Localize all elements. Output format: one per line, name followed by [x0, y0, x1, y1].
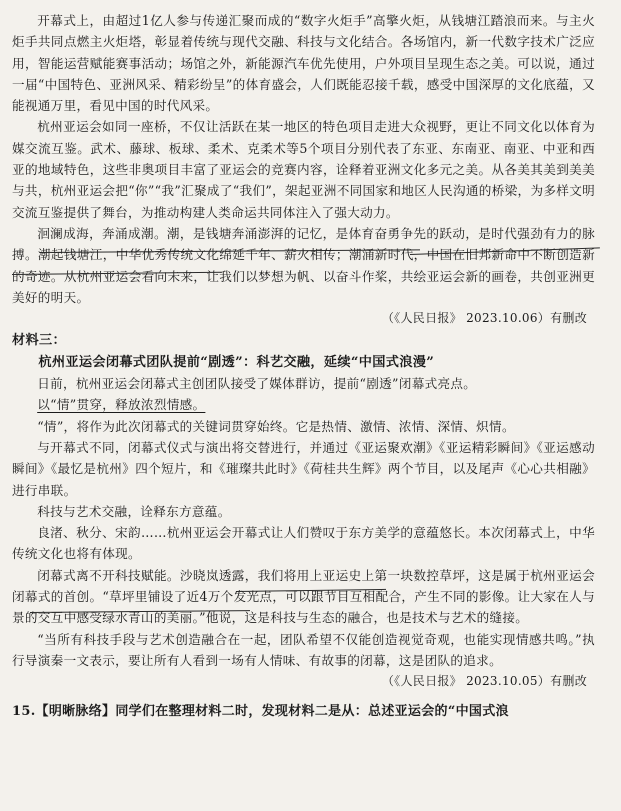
question-15-prompt: 15.【明晰脉络】同学们在整理材料二时，发现材料二是从：总述亚运会的“中国式浪 [12, 703, 509, 719]
paragraph-tech-art-heading: 科技与艺术交融，诠释东方意蕴。 [37, 503, 231, 519]
material-3-label: 材料三： [12, 333, 66, 349]
paragraph-opening-ceremony: 开幕式上，由超过1亿人参与传递汇聚而成的“数字火炬手”高擎火炬，从钱塘江踏浪而来。与主火炬手共同点燃主火炬塔，彰显着传统与现代交融、科技与文化结合。各场馆内，新一代数字技术广泛应用，智能运营赋能赛事活动；场馆之外，新能源汽车优先使用，户外项目呈现生态之美。可以说，通过一届“中国特色、亚洲风采、精彩纷呈”的体育盛会，人们既能忍接千载，感受中国深厚的文化底蕴，又能视通万里，看见中国的时代风采。 [12, 13, 595, 114]
paragraph-bridge: 杭州亚运会如同一座桥，不仅让活跃在某一地区的特色项目走进大众视野，更让不同文化以体育为媒交流互鉴。武术、藤球、板球、柔术、克柔术等5个项目分别代表了东亚、东南亚、南亚、中亚和西亚的地域特色，这些非奥项目丰富了亚运会的竞赛内容，诠释着亚洲文化多元之美。从各美其美到美美与共，杭州亚运会把“你”“我”汇聚成了“我们”，架起亚洲不同国家和地区人民沟通的桥梁，为多样文明交流互鉴提供了舞台，为推动构建人类命运共同体注入了强大动力。 [12, 119, 595, 220]
paragraph-team-pursuit: “当所有科技手段与艺术创造融合在一起，团队希望不仅能创造视觉奇观，也能实现情感共鸣。”执行导演秦一文表示，要让所有人看到一场有人情味、有故事的闭幕，这是团队的追求。 [12, 631, 595, 668]
material-3-subtitle: 杭州亚运会闭幕式团队提前“剧透”：科艺交融，延续“中国式浪漫” [38, 354, 435, 370]
paragraph-program-structure: 与开幕式不同，闭幕式仪式与演出将交替进行，并通过《亚运聚欢潮》《亚运精彩瞬间》《亚运感动瞬间》《最忆是杭州》四个短片，和《璀璨共此时》《荷桂共生辉》两个节目，以及尾声《心心共相融》进行串联。 [12, 439, 595, 498]
paragraph-press-interview: 日前，杭州亚运会闭幕式主创团队接受了媒体群访，提前“剧透”闭幕式亮点。 [37, 376, 477, 392]
paragraph-oriental-aesthetics: 良渚、秋分、宋韵……杭州亚运会开幕式让人们赞叹于东方美学的意蕴悠长。本次闭幕式上，中华传统文化也将有体现。 [12, 525, 595, 562]
source-citation-1: （《人民日报》 2023.10.06）有删改 [381, 311, 587, 326]
source-citation-2: （《人民日报》 2023.10.05）有删改 [381, 674, 587, 689]
paragraph-tide: 洄澜成海，奔涌成潮。潮，是钱塘奔涌澎湃的记忆，是体育奋勇争先的跃动，是时代强劲有力的脉搏。潮起钱塘江，中华优秀传统文化绵延千年、薪火相传；潮涌新时代，中国在旧邦新命中不断创造新的奇迹。从杭州亚运会看向未来，让我们以梦想为帆、以奋斗作桨，共绘亚运会新的画卷，共创亚洲更美好的明天。 [12, 225, 595, 305]
paragraph-emotion-keyword: “情”，将作为此次闭幕式的关键词贯穿始终。它是热情、激情、浓情、深情、炽情。 [37, 418, 515, 434]
paragraph-digital-lawn: 闭幕式离不开科技赋能。沙晓岚透露，我们将用上亚运史上第一块数控草坪，这是属于杭州亚运会闭幕式的首创。“草坪里铺设了近4万个发光点，可以跟节目互相配合，产生不同的影像。让大家在人与景的交互中感受绿水青山的美丽。”他说，这是科技与生态的融合，也是技术与艺术的缝接。 [12, 567, 595, 626]
paragraph-emotion-heading: 以“情”贯穿，释放浓烈情感。 [37, 397, 206, 413]
